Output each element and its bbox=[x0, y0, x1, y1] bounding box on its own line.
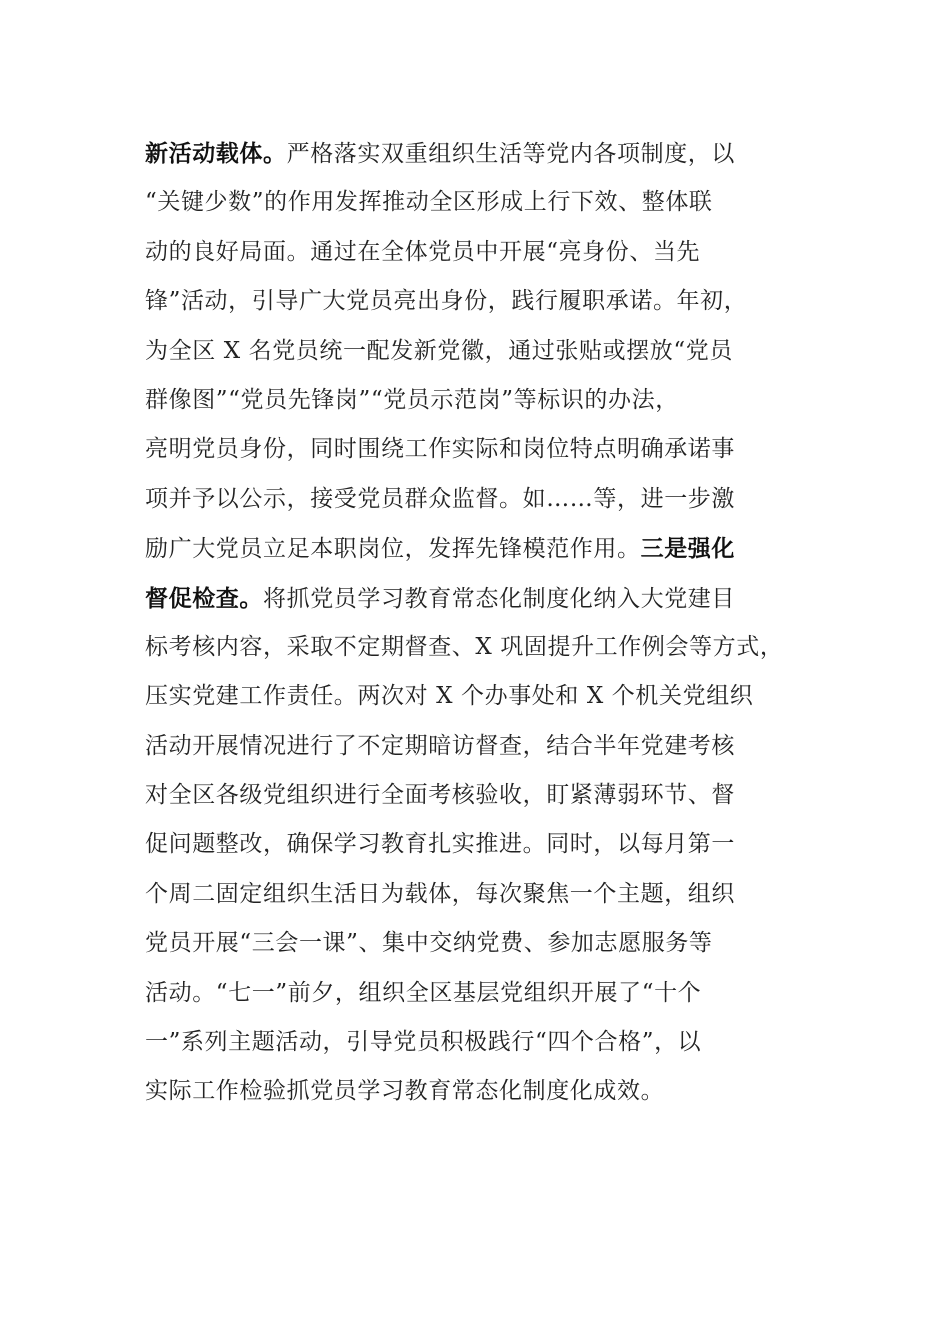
text-line bbox=[145, 327, 835, 376]
text-line bbox=[145, 919, 835, 968]
line-text: 亮明党员身份，同时围绕工作实际和岗位特点明确承诺事 bbox=[145, 436, 735, 463]
line-text: “关键少数”的作用发挥推动全区形成上行下效、整体联 bbox=[145, 189, 713, 216]
bold-heading: 三是强化 bbox=[640, 535, 736, 563]
text-line bbox=[145, 475, 835, 524]
text-line bbox=[145, 574, 835, 623]
line-text: 严格落实双重组织生活等党内各项制度，以 bbox=[286, 141, 736, 167]
line-text: 动的良好局面。通过在全体党员中开展“亮身份、当先 bbox=[145, 238, 701, 265]
text-line bbox=[145, 425, 835, 474]
text-line bbox=[145, 129, 835, 178]
line-text: 活动。“七一”前夕，组织全区基层党组织开展了“十个 bbox=[145, 979, 702, 1006]
text-line bbox=[145, 969, 835, 1018]
text-line bbox=[145, 524, 835, 573]
line-text: 将抓党员学习教育常态化制度化纳入大党建目 bbox=[263, 585, 735, 612]
line-text: 促问题整改，确保学习教育扎实推进。同时，以每月第一 bbox=[145, 831, 735, 858]
line-text: 实际工作检验抓党员学习教育常态化制度化成效。 bbox=[145, 1078, 665, 1105]
text-line bbox=[145, 820, 835, 869]
line-text: 为全区 X 名党员统一配发新党徽，通过张贴或摆放“党员 bbox=[145, 337, 733, 364]
text-line bbox=[145, 722, 835, 771]
line-text: 活动开展情况进行了不定期暗访督查，结合半年党建考核 bbox=[145, 732, 735, 759]
text-line bbox=[145, 623, 835, 672]
body-text bbox=[145, 129, 835, 1117]
line-text: 压实党建工作责任。两次对 X 个办事处和 X 个机关党组织 bbox=[145, 683, 754, 710]
line-text: 个周二固定组织生活日为载体，每次聚焦一个主题，组织 bbox=[145, 880, 735, 907]
text-line bbox=[145, 672, 835, 721]
line-text: 项并予以公示，接受党员群众监督。如……等，进一步激 bbox=[145, 485, 735, 512]
line-text: 群像图”“党员先锋岗”“党员示范岗”等标识的办法， bbox=[145, 386, 679, 413]
line-text: 锋”活动，引导广大党员亮出身份，践行履职承诺。年初， bbox=[145, 288, 748, 315]
line-text: 标考核内容，采取不定期督查、X 巩固提升工作例会等方式， bbox=[145, 633, 784, 660]
text-line bbox=[145, 376, 835, 425]
line-text: 对全区各级党组织进行全面考核验收，盯紧薄弱环节、督 bbox=[145, 782, 735, 809]
text-line bbox=[145, 1018, 835, 1067]
line-text: 党员开展“三会一课”、集中交纳党费、参加志愿服务等 bbox=[145, 930, 713, 957]
text-line bbox=[145, 277, 835, 326]
line-text: 一”系列主题活动，引导党员积极践行“四个合格”，以 bbox=[145, 1029, 702, 1056]
text-line bbox=[145, 228, 835, 277]
text-line bbox=[145, 178, 835, 227]
bold-heading: 督促检查。 bbox=[145, 584, 263, 612]
line-text: 励广大党员立足本职岗位，发挥先锋模范作用。 bbox=[145, 536, 641, 563]
bold-heading: 新活动载体。 bbox=[145, 140, 287, 167]
text-line bbox=[145, 1067, 835, 1116]
text-line bbox=[145, 771, 835, 820]
text-line bbox=[145, 870, 835, 919]
